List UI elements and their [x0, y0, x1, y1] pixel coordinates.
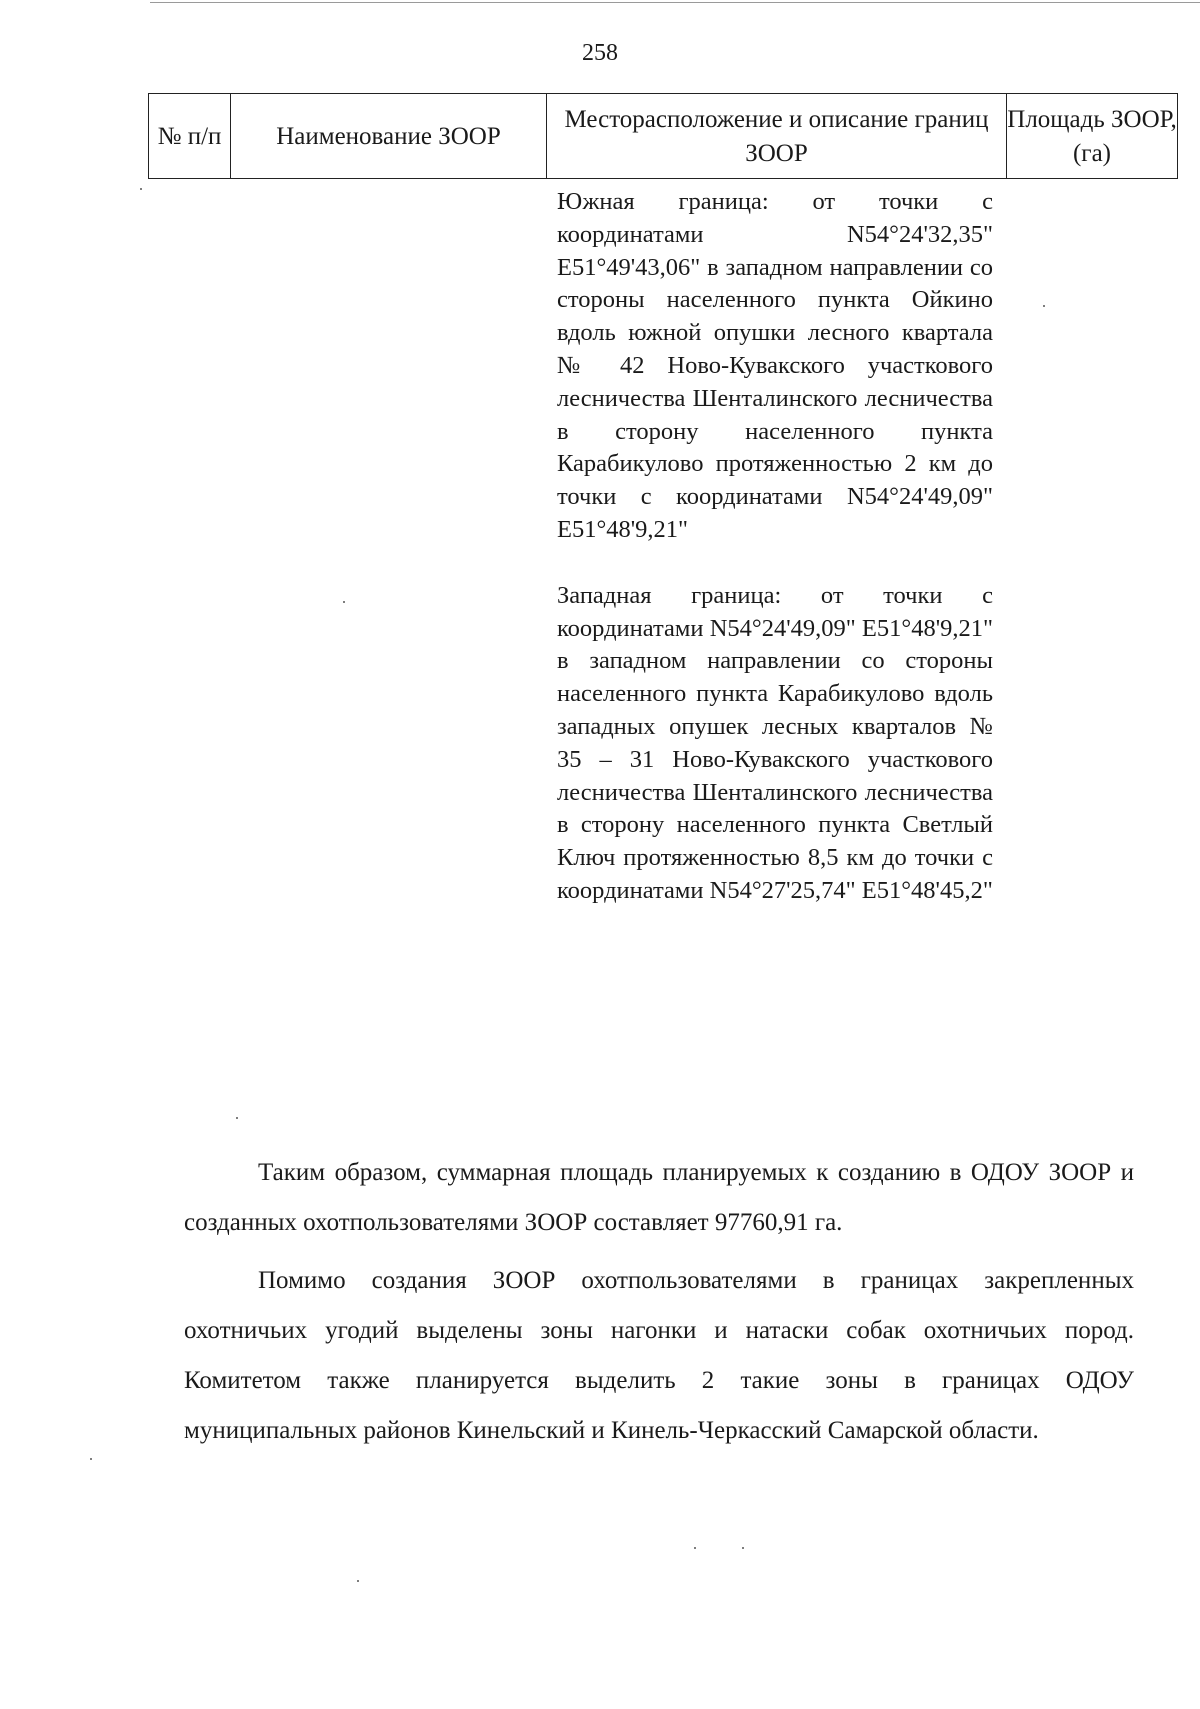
table-header — [148, 93, 1178, 179]
header-area: Площадь ЗООР, (га) — [1007, 106, 1177, 167]
zones-paragraph: Помимо создания ЗООР охотпользователями в границах закрепленных охотничьих угодий выделены зоны нагонки и натаски собак охотничьих пород. Комитетом также планируется выделить 2 такие зоны в границах ОДОУ муниципальных районов Кинельский и Кинель-Черкасский Самарской области. — [184, 1267, 1134, 1444]
body-text — [184, 1148, 1134, 1464]
scan-speck — [343, 601, 345, 603]
boundary-descriptions — [557, 186, 993, 908]
header-number: № п/п — [149, 94, 231, 178]
summary-paragraph: Таким образом, суммарная площадь планируемых к созданию в ОДОУ ЗООР и созданных охотпользователями ЗООР составляет 97760,91 га. — [184, 1159, 1134, 1236]
scan-speck — [236, 1117, 238, 1119]
west-boundary-text: Западная граница: от точки с координатами N54°24'49,09" E51°48'9,21" в западном направлении со стороны населенного пункта Карабикулово вдоль западных опушек лесных кварталов № 35 – 31 Ново-Кувакского участкового лесничества Шенталинского лесничества в сторону населенного пункта Светлый Ключ протяженностью 8,5 км до точки с координатами N54°27'25,74" E51°48'45,2" — [557, 581, 993, 904]
header-name: Наименование ЗООР — [231, 94, 547, 178]
scan-top-edge — [150, 2, 1200, 3]
south-boundary-text: Южная граница: от точки с координатами N54°24'32,35" E51°49'43,06" в западном направлении со стороны населенного пункта Ойкино вдоль южной опушки лесного квартала № 42 Ново-Кувакского участкового лесничества Шенталинского лесничества в сторону населенного пункта Карабикулово протяженностью 2 км до точки с координатами N54°24'49,09" E51°48'9,21" — [557, 188, 993, 543]
page-number: 258 — [582, 40, 618, 66]
scan-speck — [1043, 305, 1045, 307]
scan-speck — [357, 1580, 359, 1582]
header-location: Месторасположение и описание границ ЗООР — [547, 94, 1007, 178]
scan-speck — [742, 1547, 744, 1549]
scan-speck — [90, 1458, 92, 1460]
scan-speck — [694, 1547, 696, 1549]
scan-speck — [140, 188, 142, 190]
